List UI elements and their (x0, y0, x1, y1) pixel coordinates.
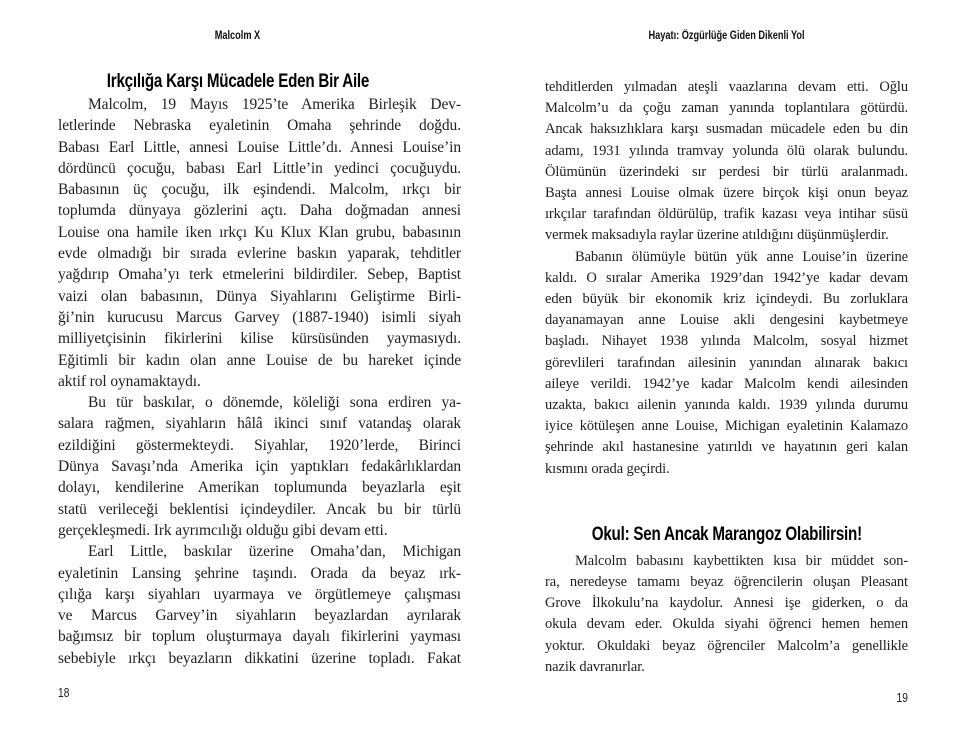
text-line: Malcolm’u da çoğu zaman yanında toplantılara götürdü. (545, 100, 908, 117)
text-line: dolayı, kendilerine Amerikan toplumunda beyazlarla eşit (58, 479, 461, 497)
left-page (58, 0, 461, 737)
text-line: ezildiğini göstermekteydi. Siyahlar, 1920’lerde, Birinci (58, 436, 461, 454)
left-page-number (58, 686, 72, 700)
text-line: ırkçılar tarafından öldürülüp, trafik kazası veya intihar süsü (545, 206, 908, 223)
section-heading-text: Irkçılığa Karşı Mücadele Eden Bir Aile (106, 71, 369, 92)
text-line: görevlileri tarafından ailesinin yanından alınarak bakıcı (545, 354, 908, 371)
text-line: adamı, 1931 yılında tramvay yolunda ölü olarak bulundu. (545, 142, 908, 159)
text-line: iyice kötüleşen anne Louise, Michigan eyaletinin Kalamazo (545, 418, 908, 435)
text-line: dördüncü çocuğu, babası Earl Little’in yedinci çocuğuydu. (58, 159, 461, 177)
text-line: okula devam eder. Okulda siyahi öğrenci hemen hemen (545, 616, 908, 633)
text-line: yoktur. Okuldaki beyaz öğrenciler Malcolm’a genellikle (545, 637, 908, 654)
left-page-number-text: 18 (58, 686, 70, 700)
text-line: Grove İlkokulu’na kaydolur. Annesi işe giderken, o da (545, 595, 908, 612)
paragraph (58, 541, 461, 669)
text-line: Eğitimli bir kadın olan anne Louise de bu hareket içinde (58, 351, 461, 369)
text-line: nazik davranırlar. (545, 658, 645, 675)
text-line: kısmını orada geçirdi. (545, 460, 670, 477)
section-heading (36, 71, 439, 93)
text-line: yağdırıp Omaha’yı terk etmelerini bildirdiler. Sebep, Baptist (58, 266, 461, 284)
paragraph (58, 94, 461, 392)
text-line: Babası Earl Little, annesi Louise Little’dı. Annesi Louise’in (58, 138, 461, 156)
text-line: vaizi olan babasının, Dünya Siyahlarını Geliştirme Birli- (58, 287, 461, 305)
right-text-block (545, 77, 908, 678)
text-line: toplumda dünyaya gözlerini açtı. Daha doğmadan annesi (58, 202, 461, 220)
paragraph (58, 392, 461, 541)
text-line: eyaletinin Lansing şehrine taşındı. Orada da beyaz ırk- (58, 564, 461, 582)
text-line: vermek maksadıyla raylar üzerine atıldığını düşünmüşlerdir. (545, 227, 889, 244)
text-line: evde olmadığı bir sırada evlerine baskın yaparak, tehditler (58, 245, 461, 263)
left-running-head-text: Malcolm X (214, 30, 261, 42)
text-line: kaldı. O sıralar Amerika 1929’dan 1942’ye kadar devam (545, 269, 908, 286)
left-text-block (58, 71, 461, 669)
text-line: aileye verildi. 1942’ye kadar Malcolm kendi ailesinden (545, 375, 908, 392)
text-line: salara rağmen, siyahların hâlâ ikinci sınıf vatandaş olarak (58, 415, 461, 433)
text-line: eden büyük bir ekonomik kriz içindeydi. Bu zorluklara (545, 291, 908, 308)
paragraph (545, 247, 908, 480)
text-line: Babanın ölümüyle bütün yük anne Louise’in üzerine (575, 248, 908, 265)
text-line: Malcolm babasını kaybettikten kısa bir müddet son- (575, 552, 908, 569)
text-line: uzakta, bakıcı ailenin yanında kaldı. 1939 yılında durumu (545, 397, 908, 414)
text-line: sebebiyle ırkçı beyazların dikkatini üzerine topladı. Fakat (58, 649, 461, 667)
text-line: aktif rol oynamaktaydı. (58, 372, 201, 390)
text-line: ği’nin kurucusu Marcus Garvey (1887-1940) isimli siyah (58, 308, 461, 326)
text-line: Ancak haksızlıklara karşı susmadan mücadele eden bu din (545, 121, 908, 138)
text-line: Earl Little, baskılar üzerine Omaha’dan, Michigan (88, 543, 461, 561)
text-line: statü verileceği beklentisi içindeydiler. Ancak bu bir türlü (58, 500, 461, 518)
section-heading-text: Okul: Sen Ancak Marangoz Olabilirsin! (591, 523, 862, 545)
text-line: tehditlerden yılmadan ateşli vaazlarına devam etti. Oğlu (545, 79, 908, 95)
text-line: dayanamayan anne Louise akli dengesini kaybetmeye (545, 312, 908, 329)
text-line: Babasının üç çocuğu, ilk eşindendi. Malcolm, ırkçı bir (58, 181, 461, 199)
text-line: başladı. Nihayet 1938 yılında Malcolm, sosyal hizmet (545, 333, 908, 350)
right-running-head-text: Hayatı: Özgürlüğe Giden Dikenli Yol (648, 30, 805, 42)
paragraph (545, 551, 908, 678)
paragraph (545, 77, 908, 247)
text-line: şehrinde akıl hastanesine yatırıldı ve hayatının geri kalan (545, 439, 908, 456)
right-page-number (894, 691, 908, 705)
text-line: Malcolm, 19 Mayıs 1925’te Amerika Birleşik Dev- (88, 96, 461, 113)
text-line: Bu tür baskılar, o dönemde, köleliği sona erdiren ya- (88, 394, 461, 412)
text-line: letlerinde Nebraska eyaletinin Omaha şehrinde doğdu. (58, 117, 461, 135)
text-line: ve Marcus Garvey’in siyahların beyazlardan ayrılarak (58, 607, 461, 625)
text-line: Ölümünün üzerindeki sır perdesi bir türlü aralanmadı. (545, 163, 908, 180)
right-running-head (545, 30, 908, 42)
right-page (545, 0, 908, 737)
text-line: milliyetçisinin fikirlerini kilise kürsüsünden yaymasıydı. (58, 330, 461, 348)
text-line: Başta annesi Louise olmak üzere birçok kişi onun beyaz (545, 185, 908, 202)
text-line: Louise ona hamile iken ırkçı Ku Klux Klan grubu, babasının (58, 223, 461, 241)
left-running-head (36, 30, 439, 42)
text-line: ra, neredeyse tamamı beyaz öğrencilerin oluşan Pleasant (545, 574, 908, 591)
text-line: bağımsız bir toplum oluşturmaya dayalı fikirlerini yayması (58, 628, 461, 646)
text-line: çılığa karşı siyahları uyarmaya ve örgütlemeye çalışması (58, 585, 461, 603)
section-heading (545, 524, 908, 546)
text-line: gerçekleşmedi. Irk ayrımcılığı olduğu gibi devam etti. (58, 521, 388, 539)
text-line: Dünya Savaşı’nda Amerika için yaptıkları fedakârlıklardan (58, 458, 461, 476)
right-page-number-text: 19 (896, 691, 908, 705)
